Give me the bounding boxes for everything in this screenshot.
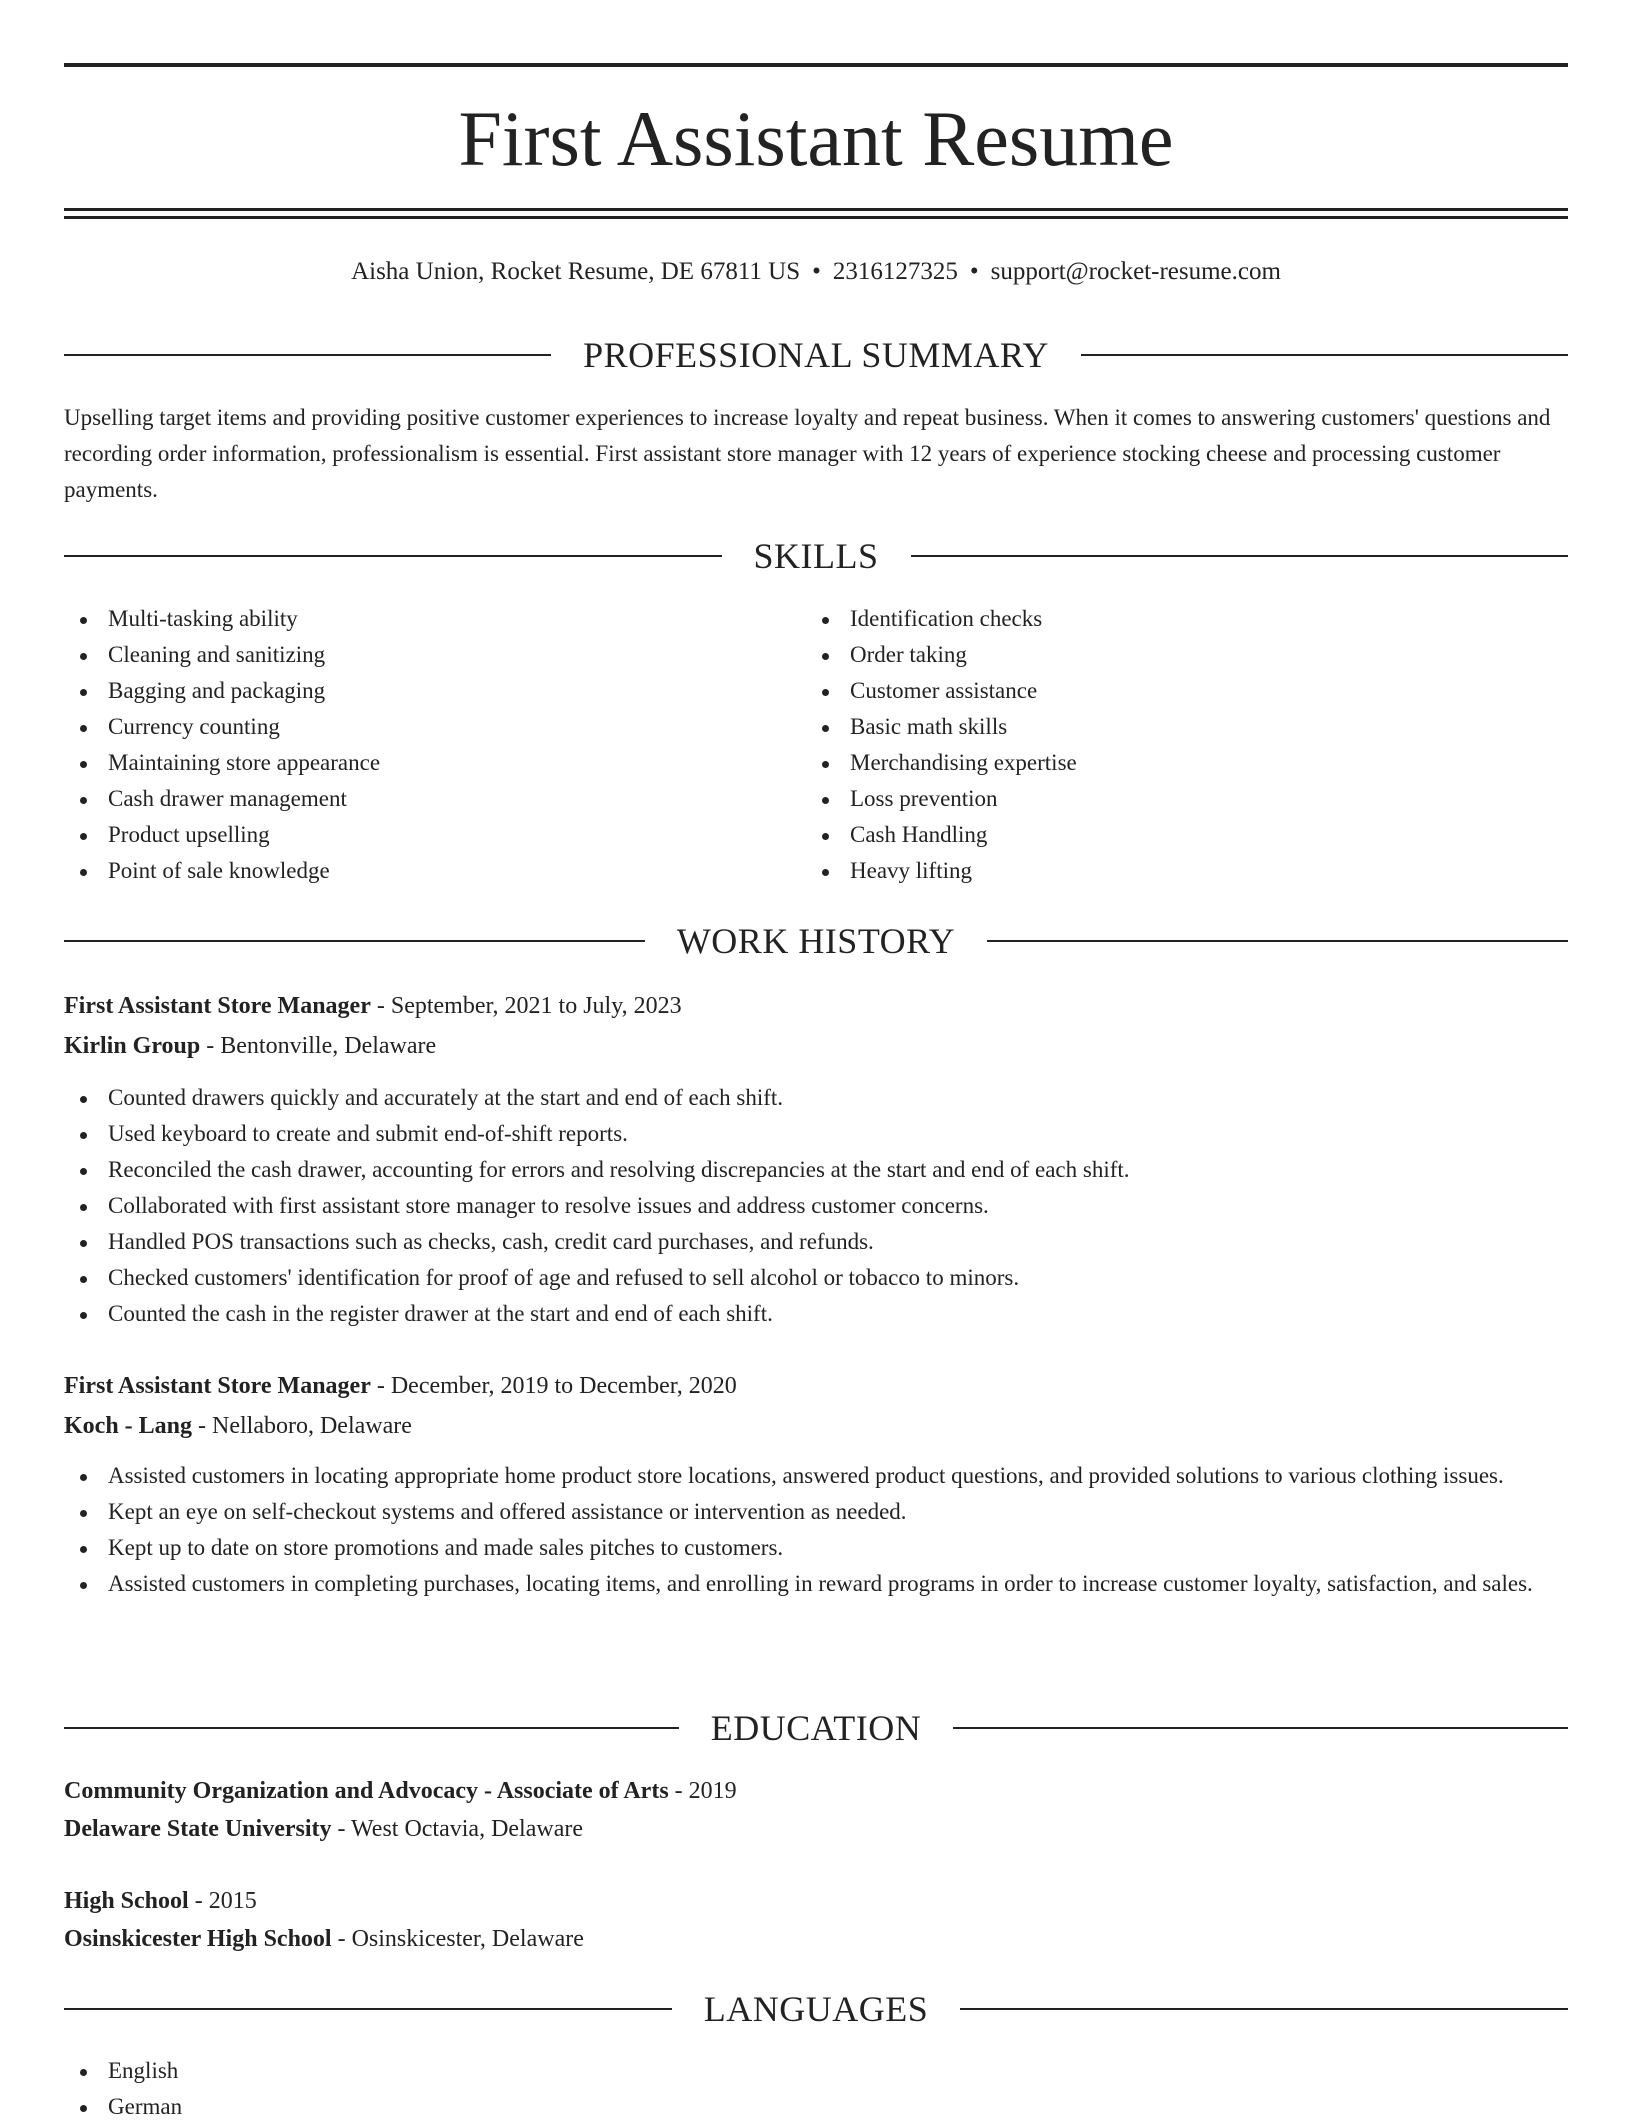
- education-degree-line: [64, 1881, 1568, 1921]
- job-location: - Nellaboro, Delaware: [192, 1413, 412, 1439]
- job-bullet: Kept an eye on self-checkout systems and offered assistance or intervention as needed.: [64, 1494, 1568, 1530]
- skill-item: Loss prevention: [806, 781, 1546, 817]
- education-school: Osinskicester High School: [64, 1926, 332, 1952]
- skill-item: Identification checks: [806, 601, 1546, 637]
- section-title: PROFESSIONAL SUMMARY: [583, 335, 1049, 375]
- skill-item: Basic math skills: [806, 709, 1546, 745]
- job-company: Koch - Lang: [64, 1413, 193, 1439]
- skills-list-right: [806, 601, 1546, 889]
- title-rule-lower: [64, 216, 1568, 219]
- job-dates: - December, 2019 to December, 2020: [370, 1373, 737, 1399]
- education-school-line: [64, 1919, 1568, 1959]
- section-title: EDUCATION: [710, 1708, 922, 1748]
- job-company-line: [64, 1026, 1568, 1066]
- skill-item: Maintaining store appearance: [64, 745, 804, 781]
- education-school-line: [64, 1809, 1568, 1849]
- job-title: First Assistant Store Manager: [64, 1373, 371, 1399]
- job-company-line: [64, 1406, 1568, 1446]
- job-bullet: Assisted customers in locating appropriate home product store locations, answered product questions, and provided solutions to various clothing issues.: [64, 1458, 1568, 1494]
- job-title-line: [64, 986, 1568, 1026]
- skill-item: Bagging and packaging: [64, 673, 804, 709]
- skill-item: Cleaning and sanitizing: [64, 637, 804, 673]
- section-header-summary: [64, 332, 1568, 378]
- section-title: LANGUAGES: [703, 1989, 929, 2029]
- job-bullet: Counted drawers quickly and accurately at the start and end of each shift.: [64, 1080, 1568, 1116]
- top-rule: [64, 63, 1568, 67]
- language-item: English: [64, 2053, 804, 2089]
- summary-text: Upselling target items and providing positive customer experiences to increase loyalty and repeat business. When it comes to answering customers' questions and recording order information, professionalism is essential. First assistant store manager with 12 years of experience stocking cheese and processing customer payments.: [64, 405, 1551, 502]
- contact-line: [64, 254, 1568, 290]
- skill-item: Multi-tasking ability: [64, 601, 804, 637]
- title-rule-upper: [64, 208, 1568, 211]
- section-header-education: [64, 1705, 1568, 1751]
- skill-item: Cash drawer management: [64, 781, 804, 817]
- skill-item: Cash Handling: [806, 817, 1546, 853]
- section-title: WORK HISTORY: [676, 921, 956, 961]
- job-bullets: [64, 1458, 1568, 1602]
- skills-list-left: [64, 601, 804, 889]
- skill-item: Product upselling: [64, 817, 804, 853]
- job-bullet: Used keyboard to create and submit end-of-shift reports.: [64, 1116, 1568, 1152]
- job-bullet: Counted the cash in the register drawer at the start and end of each shift.: [64, 1296, 1568, 1332]
- job-bullet: Handled POS transactions such as checks, cash, credit card purchases, and refunds.: [64, 1224, 1568, 1260]
- education-degree: Community Organization and Advocacy - Associate of Arts: [64, 1778, 669, 1804]
- section-header-skills: [64, 533, 1568, 579]
- skill-item: Customer assistance: [806, 673, 1546, 709]
- job-bullet: Kept up to date on store promotions and made sales pitches to customers.: [64, 1530, 1568, 1566]
- job-bullet: Checked customers' identification for proof of age and refused to sell alcohol or tobacco to minors.: [64, 1260, 1568, 1296]
- job-bullets: [64, 1080, 1568, 1332]
- section-header-languages: [64, 1986, 1568, 2032]
- skill-item: Heavy lifting: [806, 853, 1546, 889]
- job-bullet: Assisted customers in completing purchases, locating items, and enrolling in reward programs in order to increase customer loyalty, satisfaction, and sales.: [64, 1566, 1568, 1602]
- education-school: Delaware State University: [64, 1816, 332, 1842]
- section-title: SKILLS: [753, 536, 879, 576]
- education-year: - 2015: [188, 1888, 257, 1914]
- education-degree-line: [64, 1771, 1568, 1811]
- job-location: - Bentonville, Delaware: [200, 1033, 437, 1059]
- languages-list: [64, 2053, 804, 2125]
- section-header-work: [64, 918, 1568, 964]
- skill-item: Merchandising expertise: [806, 745, 1546, 781]
- contact-separator: •: [812, 258, 821, 285]
- job-company: Kirlin Group: [64, 1033, 201, 1059]
- contact-phone: 2316127325: [832, 258, 958, 285]
- job-bullet: Collaborated with first assistant store manager to resolve issues and address customer concerns.: [64, 1188, 1568, 1224]
- job-bullet: Reconciled the cash drawer, accounting for errors and resolving discrepancies at the start and end of each shift.: [64, 1152, 1568, 1188]
- education-year: - 2019: [668, 1778, 737, 1804]
- job-title: First Assistant Store Manager: [64, 993, 371, 1019]
- contact-separator: •: [969, 258, 979, 285]
- skill-item: Currency counting: [64, 709, 804, 745]
- resume-title: First Assistant Resume: [458, 95, 1174, 182]
- skill-item: Order taking: [806, 637, 1546, 673]
- education-location: - West Octavia, Delaware: [331, 1816, 584, 1842]
- skill-item: Point of sale knowledge: [64, 853, 804, 889]
- language-item: German: [64, 2089, 804, 2125]
- education-degree: High School: [64, 1888, 189, 1914]
- contact-email: support@rocket-resume.com: [990, 258, 1281, 285]
- job-title-line: [64, 1366, 1568, 1406]
- job-dates: - September, 2021 to July, 2023: [370, 993, 682, 1019]
- contact-address: Aisha Union, Rocket Resume, DE 67811 US: [351, 258, 801, 285]
- education-location: - Osinskicester, Delaware: [331, 1926, 584, 1952]
